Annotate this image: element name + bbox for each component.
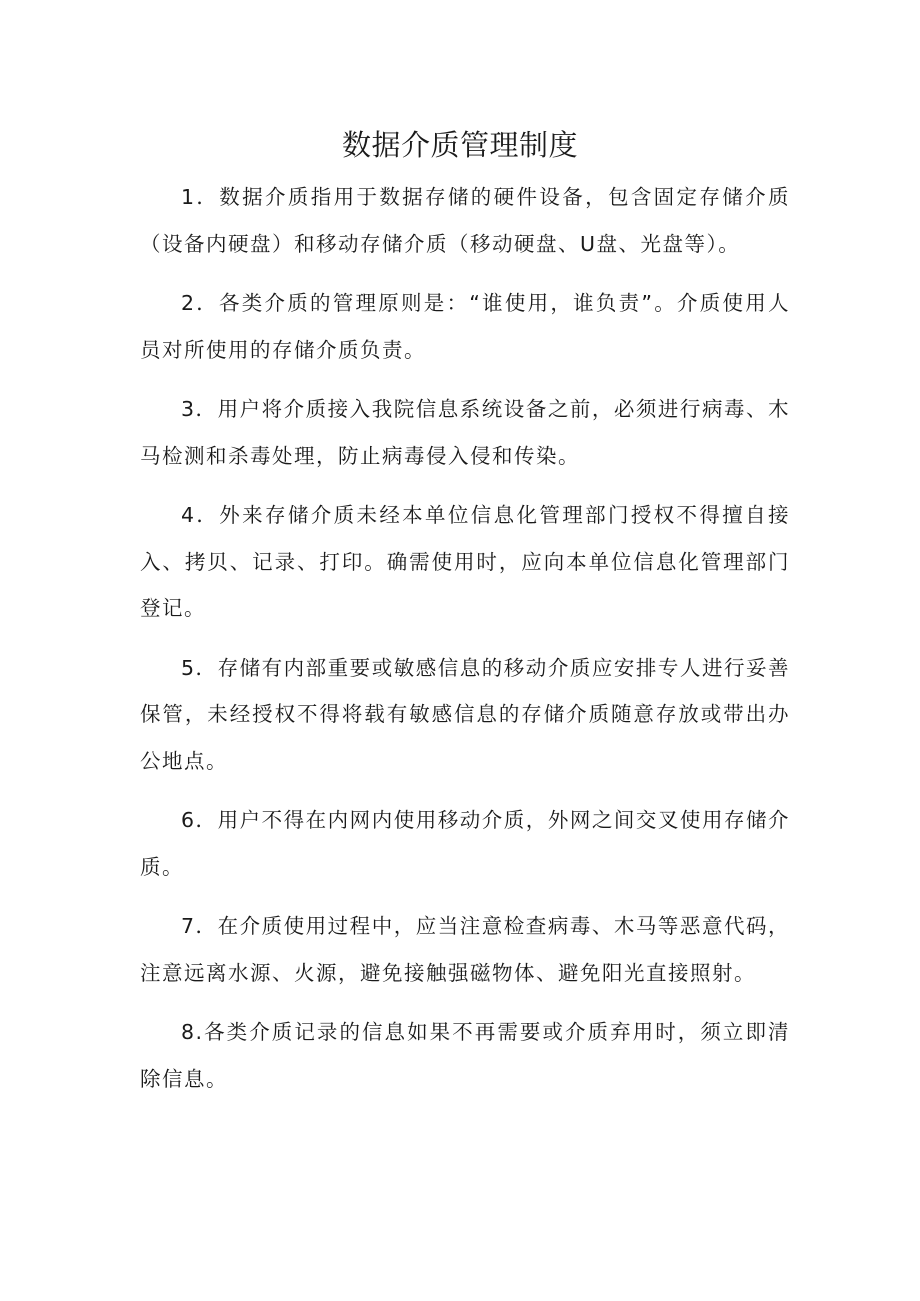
document-body <box>140 174 790 1115</box>
paragraph-2: 2．各类介质的管理原则是：“谁使用，谁负责”。介质使用人员对所使用的存储介质负责。 <box>140 291 790 362</box>
paragraph-3: 3．用户将介质接入我院信息系统设备之前，必须进行病毒、木马检测和杀毒处理，防止病毒侵入侵和传染。 <box>140 397 790 468</box>
paragraph-8: 8.各类介质记录的信息如果不再需要或介质弃用时，须立即清除信息。 <box>140 1020 790 1091</box>
paragraph-6: 6．用户不得在内网内使用移动介质，外网之间交叉使用存储介质。 <box>140 808 790 879</box>
paragraph-1: 1．数据介质指用于数据存储的硬件设备，包含固定存储介质（设备内硬盘）和移动存储介质（移动硬盘、U盘、光盘等）。 <box>140 185 790 256</box>
paragraph-4: 4．外来存储介质未经本单位信息化管理部门授权不得擅自接入、拷贝、记录、打印。确需使用时，应向本单位信息化管理部门登记。 <box>140 503 790 620</box>
document-title: 数据介质管理制度 <box>341 128 578 162</box>
paragraph-7: 7．在介质使用过程中，应当注意检查病毒、木马等恶意代码，注意远离水源、火源，避免接触强磁物体、避免阳光直接照射。 <box>140 914 790 985</box>
paragraph-5: 5．存储有内部重要或敏感信息的移动介质应安排专人进行妥善保管，未经授权不得将载有敏感信息的存储介质随意存放或带出办公地点。 <box>140 655 790 773</box>
